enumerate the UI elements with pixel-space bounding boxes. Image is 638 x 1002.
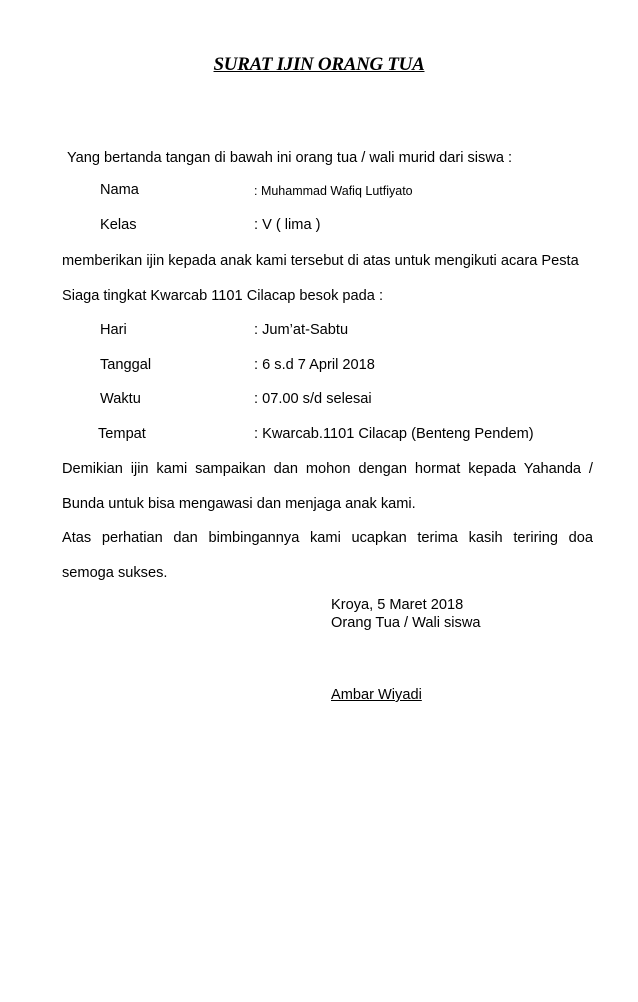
event-day-value: : Jum’at-Sabtu [254,322,349,338]
closing-line-1: Demikian ijin kami sampaikan dan mohon dengan hormat kepada Yahanda / [62,461,593,477]
student-name-label: Nama [100,182,139,198]
signature-place-date: Kroya, 5 Maret 2018 [331,597,464,613]
signature-role: Orang Tua / Wali siswa [331,615,481,631]
event-place-label: Tempat [98,426,146,442]
page-title: SURAT IJIN ORANG TUA [213,54,425,75]
student-class-value: : V ( lima ) [254,217,321,233]
closing-line-2: Bunda untuk bisa mengawasi dan menjaga anak kami. [62,496,416,512]
event-time-value: : 07.00 s/d selesai [254,391,372,407]
event-place-value: : Kwarcab.1101 Cilacap (Benteng Pendem) [254,426,534,442]
student-class-label: Kelas [100,217,137,233]
permission-line-1: memberikan ijin kepada anak kami tersebut di atas untuk mengikuti acara Pesta [62,253,579,269]
permission-line-2: Siaga tingkat Kwarcab 1101 Cilacap besok pada : [62,288,383,304]
event-date-value: : 6 s.d 7 April 2018 [254,357,375,373]
intro-text: Yang bertanda tangan di bawah ini orang tua / wali murid dari siswa : [67,150,513,166]
thanks-line-2: semoga sukses. [62,565,168,581]
event-time-label: Waktu [100,391,141,407]
student-name-value: : Muhammad Wafiq Lutfiyato [254,184,413,198]
event-date-label: Tanggal [100,357,152,373]
thanks-line-1: Atas perhatian dan bimbingannya kami ucapkan terima kasih teriring doa [62,530,593,546]
signature-name: Ambar Wiyadi [331,687,422,703]
event-day-label: Hari [100,322,127,338]
